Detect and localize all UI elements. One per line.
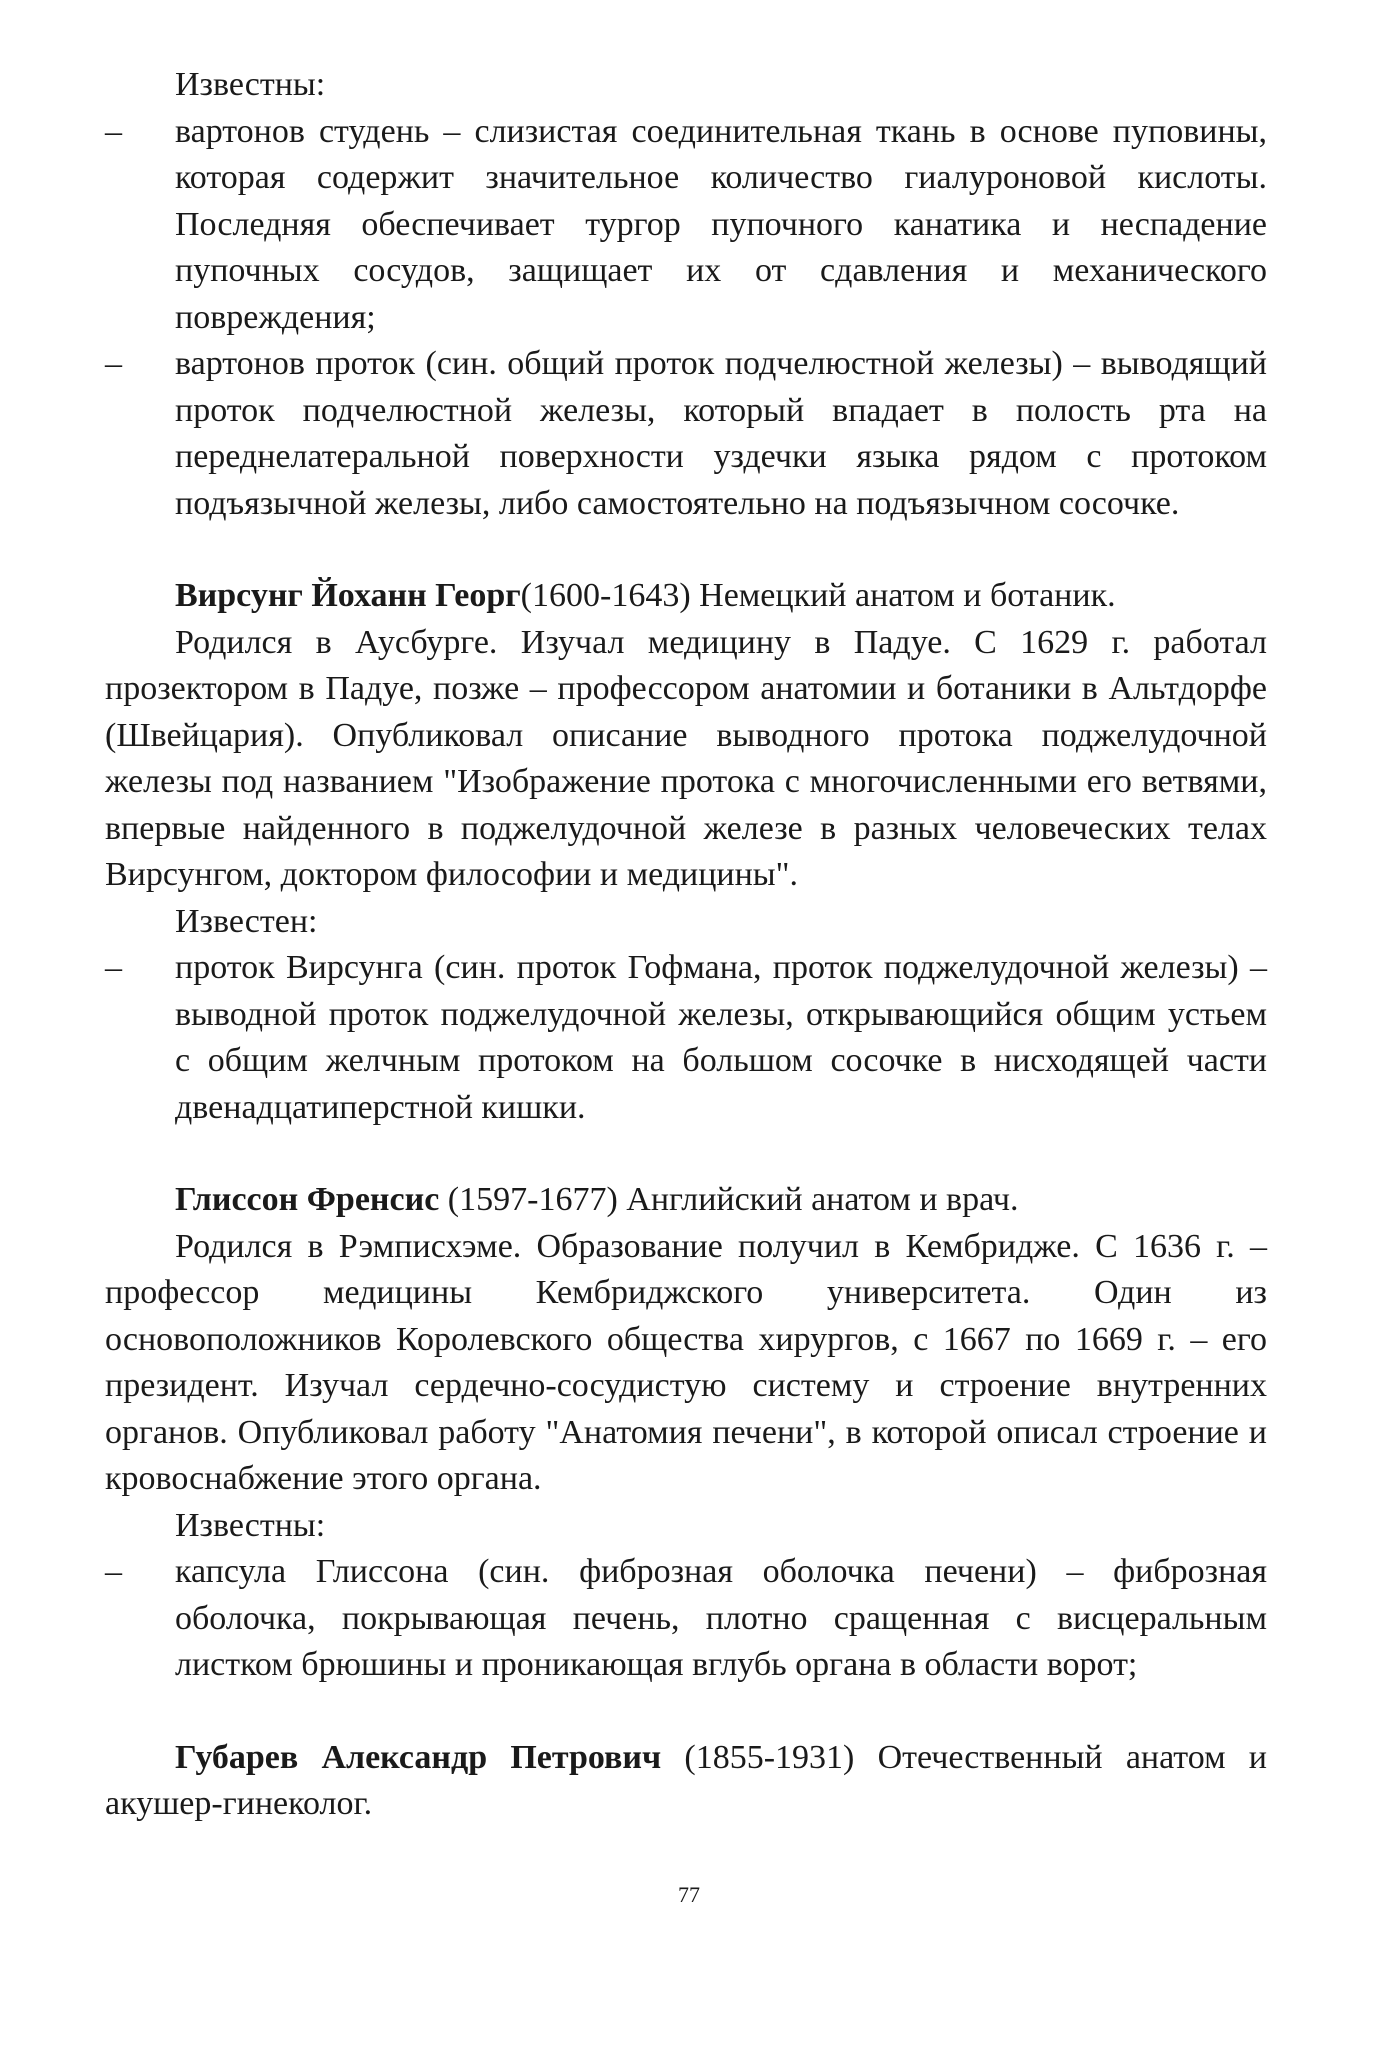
gubarev-dates: (1855-1931) — [661, 1738, 855, 1776]
glisson-title: Английский анатом и врач. — [617, 1181, 1019, 1218]
wirsung-heading — [105, 573, 1267, 620]
list-item-wirsung-duct — [105, 945, 1267, 1131]
list-item-wharton-jelly — [105, 109, 1267, 342]
glisson-name: Глиссон Френсис — [175, 1181, 440, 1218]
list-item-text: капсула Глиссона (син. фиброзная оболочка печени) – фиброзная оболочка, покрывающая печень, плотно сращенная с висцеральным листком брюшины и проникающая вглубь органа в области ворот; — [175, 1553, 1267, 1683]
gubarev-heading — [105, 1735, 1267, 1828]
dash-marker: – — [105, 949, 122, 986]
list-item-text: вартонов проток (син. общий проток подчелюстной железы) – выводящий проток подчелюстной железы, который впадает в полость рта на переднелатеральной поверхности уздечки языка рядом с протоком подъязычной железы, либо самостоятельно на подъязычном сосочке. — [175, 345, 1267, 522]
glisson-dates: (1597-1677) — [439, 1181, 618, 1218]
wirsung-dates: (1600-1643) — [520, 577, 691, 614]
gubarev-name: Губарев Александр Петрович — [175, 1738, 662, 1776]
list-item-text: вартонов студень – слизистая соединительная ткань в основе пуповины, которая содержит значительное количество гиалуроновой кислоты. Последняя обеспечивает тургор пупочного канатика и неспадение пупочных сосудов, защищает их от сдавления и механического повреждения; — [175, 112, 1267, 336]
known-label-1: Известны: — [175, 66, 326, 103]
dash-marker: – — [105, 345, 122, 382]
list-item-text: проток Вирсунга (син. проток Гофмана, проток поджелудочной железы) – выводной проток поджелудочной железы, открывающийся общим устьем с общим желчным протоком на большом сосочке в нисходящей части двенадцатиперстной кишки. — [175, 949, 1267, 1126]
dash-marker: – — [105, 1553, 122, 1590]
dash-marker: – — [105, 112, 122, 150]
wirsung-name: Вирсунг Йоханн Георг — [175, 577, 521, 614]
list-item-glisson-capsule — [105, 1549, 1267, 1689]
wirsung-bio: Родился в Аусбурге. Изучал медицину в Падуе. С 1629 г. работал прозектором в Падуе, позже – профессором анатомии и ботаники в Альтдорфе (Швейцария). Опубликовал описание выводного протока поджелудочной железы под названием "Изображение протока с многочисленными его ветвями, впервые найденного в поджелудочной железе в разных человеческих телах Вирсунгом, доктором философии и медицины". — [105, 623, 1267, 893]
list-item-wharton-duct — [105, 341, 1267, 527]
glisson-bio: Родился в Рэмписхэме. Образование получил в Кембридже. С 1636 г. – профессор медицины Кембриджского университета. Один из основоположников Королевского общества хирургов, с 1667 по 1669 г. – его президент. Изучал сердечно-сосудистую систему и строение внутренних органов. Опубликовал работу "Анатомия печени", в которой описал строение и кровоснабжение этого органа. — [105, 1227, 1267, 1497]
glisson-heading — [105, 1177, 1267, 1224]
gubarev-title: Отечественный анатом и акушер-гинеколог. — [105, 1738, 1267, 1822]
known-label-2: Известен: — [175, 902, 318, 940]
page-body — [105, 62, 1267, 1828]
page-number: 77 — [678, 1882, 700, 1907]
wirsung-title: Немецкий анатом и ботаник. — [690, 577, 1116, 614]
known-label-3: Известны: — [175, 1506, 326, 1544]
